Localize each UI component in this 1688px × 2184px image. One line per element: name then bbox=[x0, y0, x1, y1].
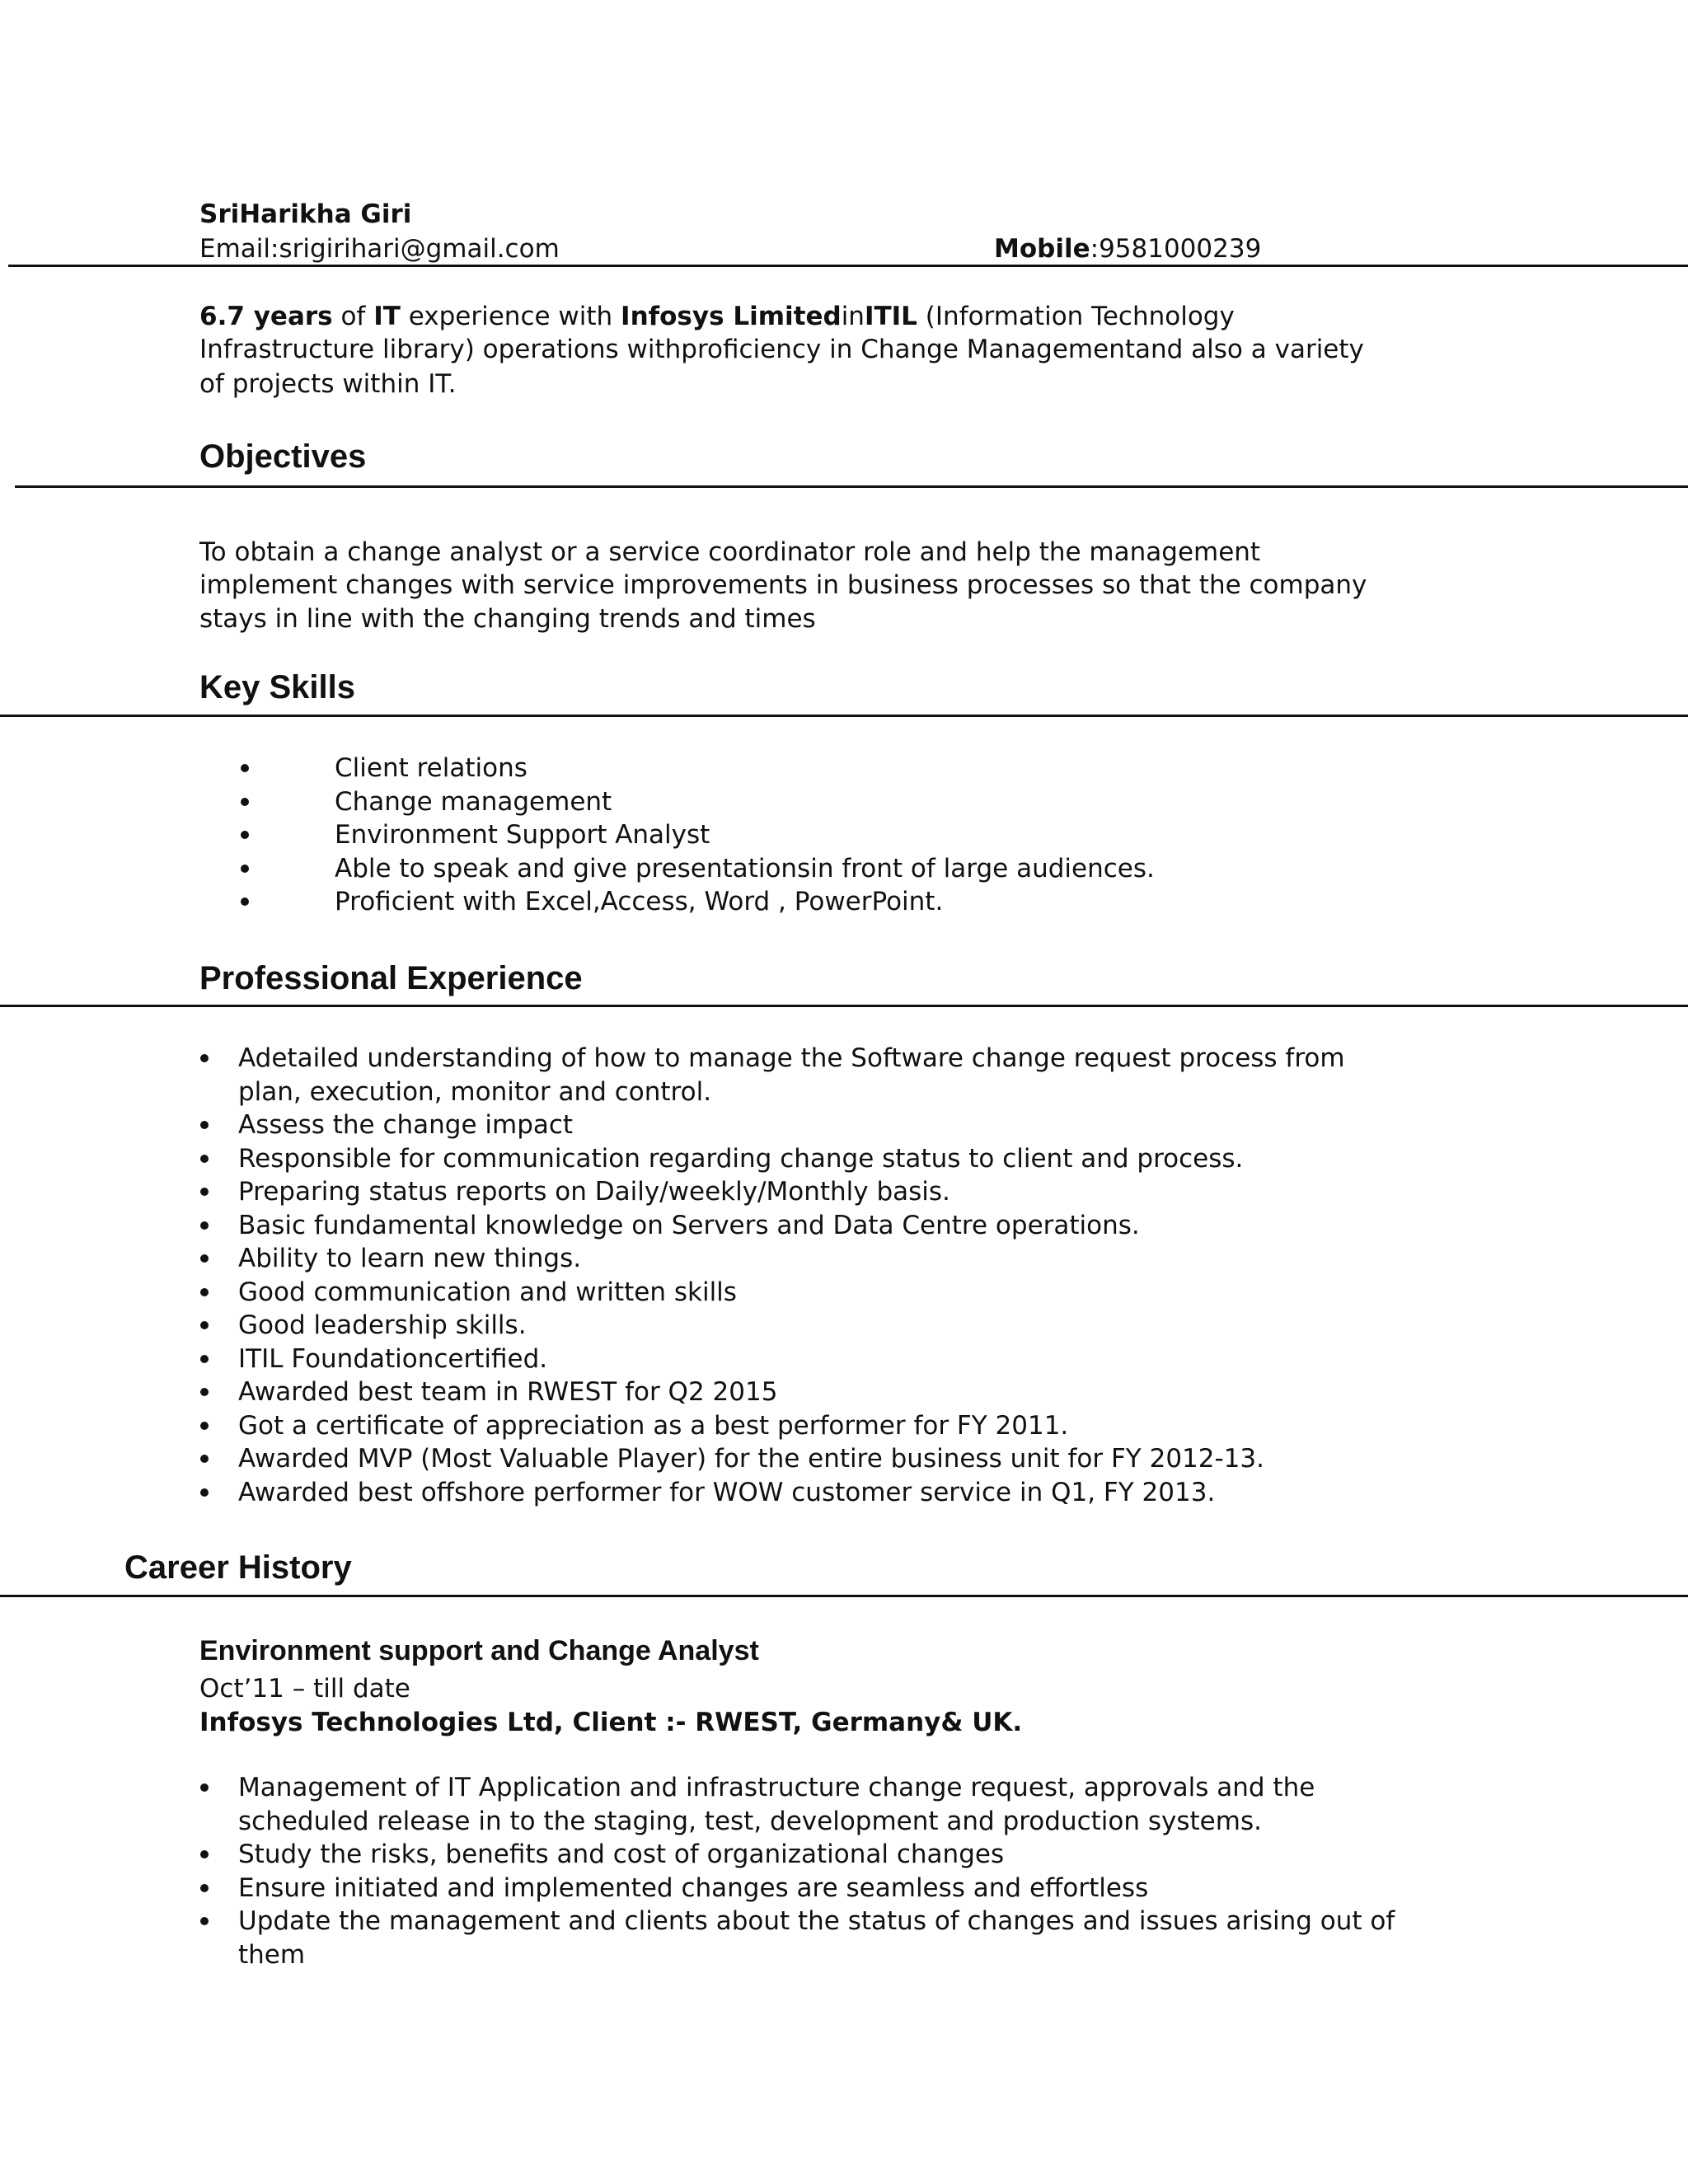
bullet-icon bbox=[241, 898, 249, 906]
career-history-heading: Career History bbox=[124, 1549, 352, 1586]
list-item-continuation: them bbox=[238, 1939, 306, 1970]
key-skills-list bbox=[242, 752, 1155, 919]
summary-text: experience with bbox=[400, 302, 621, 331]
bullet-icon bbox=[200, 1850, 209, 1858]
list-item: Assess the change impact bbox=[200, 1108, 1345, 1142]
key-skills-rule bbox=[0, 715, 1688, 717]
summary-line-3: of projects within IT. bbox=[199, 369, 457, 399]
role-company: Infosys Technologies Ltd, Client :- RWEST, Germany& UK. bbox=[199, 1708, 1023, 1737]
list-item: Ability to learn new things. bbox=[200, 1242, 1345, 1276]
list-item: Environment Support Analyst bbox=[242, 818, 1155, 852]
professional-experience-list bbox=[200, 1042, 1345, 1509]
list-item-continuation: scheduled release in to the staging, test, development and production systems. bbox=[238, 1806, 1262, 1836]
bullet-icon bbox=[200, 1355, 209, 1363]
list-item: Preparing status reports on Daily/weekly/Monthly basis. bbox=[200, 1175, 1345, 1209]
list-item: Got a certificate of appreciation as a best performer for FY 2011. bbox=[200, 1409, 1345, 1443]
summary-line-2: Infrastructure library) operations withproficiency in Change Managementand also a variety bbox=[199, 335, 1364, 364]
bullet-icon bbox=[200, 1054, 209, 1062]
bullet-icon bbox=[241, 764, 249, 772]
professional-experience-heading: Professional Experience bbox=[199, 960, 583, 996]
bullet-icon bbox=[200, 1783, 209, 1792]
list-item: Change management bbox=[242, 785, 1155, 819]
bullet-icon bbox=[200, 1488, 209, 1497]
key-skills-heading: Key Skills bbox=[199, 669, 356, 705]
career-history-list bbox=[200, 1771, 1395, 1971]
list-item: Good communication and written skills bbox=[200, 1276, 1345, 1310]
list-item: Proficient with Excel,Access, Word , PowerPoint. bbox=[242, 885, 1155, 919]
bullet-icon bbox=[200, 1455, 209, 1463]
bullet-icon bbox=[200, 1254, 209, 1263]
bullet-icon bbox=[200, 1422, 209, 1430]
mobile-value: :9581000239 bbox=[1090, 234, 1262, 264]
list-item: Able to speak and give presentationsin front of large audiences. bbox=[242, 852, 1155, 886]
summary-itil: ITIL bbox=[864, 302, 917, 331]
bullet-icon bbox=[241, 798, 249, 806]
list-item: Responsible for communication regarding change status to client and process. bbox=[200, 1142, 1345, 1176]
bullet-icon bbox=[200, 1321, 209, 1329]
list-item: Ensure initiated and implemented changes are seamless and effortless bbox=[200, 1872, 1395, 1905]
bullet-icon bbox=[241, 865, 249, 873]
list-item: Update the management and clients about the status of changes and issues arising out of bbox=[200, 1905, 1395, 1938]
summary-text: in bbox=[841, 302, 865, 331]
bullet-icon bbox=[241, 831, 249, 839]
list-item: Client relations bbox=[242, 752, 1155, 785]
bullet-icon bbox=[200, 1388, 209, 1396]
bullet-icon bbox=[200, 1221, 209, 1230]
mobile-text bbox=[994, 232, 1261, 265]
bullet-icon bbox=[200, 1288, 209, 1296]
mobile-label: Mobile bbox=[994, 234, 1090, 264]
summary-years: 6.7 years bbox=[199, 302, 333, 331]
summary-text: of bbox=[332, 302, 374, 331]
bullet-icon bbox=[200, 1884, 209, 1892]
candidate-name: SriHarikha Giri bbox=[199, 199, 412, 229]
summary-line-1 bbox=[199, 300, 1235, 333]
list-item-continuation: plan, execution, monitor and control. bbox=[238, 1076, 712, 1107]
summary-text: (Information Technology bbox=[917, 302, 1235, 331]
list-item: Management of IT Application and infrastructure change request, approvals and the bbox=[200, 1771, 1395, 1805]
role-dates: Oct’11 – till date bbox=[199, 1674, 410, 1704]
list-item: Adetailed understanding of how to manage the Software change request process from bbox=[200, 1042, 1345, 1076]
list-item: Good leadership skills. bbox=[200, 1309, 1345, 1343]
objectives-line-3: stays in line with the changing trends and times bbox=[199, 604, 816, 634]
list-item: Awarded best offshore performer for WOW customer service in Q1, FY 2013. bbox=[200, 1476, 1345, 1510]
objectives-line-1: To obtain a change analyst or a service coordinator role and help the management bbox=[199, 537, 1261, 567]
list-item: Study the risks, benefits and cost of organizational changes bbox=[200, 1838, 1395, 1872]
bullet-icon bbox=[200, 1121, 209, 1129]
objectives-line-2: implement changes with service improvements in business processes so that the company bbox=[199, 570, 1367, 600]
header-rule bbox=[8, 265, 1688, 267]
objectives-heading: Objectives bbox=[199, 438, 367, 475]
summary-company: Infosys Limited bbox=[621, 302, 842, 331]
professional-experience-rule bbox=[0, 1005, 1688, 1007]
summary-it: IT bbox=[373, 302, 401, 331]
bullet-icon bbox=[200, 1188, 209, 1196]
email-text: Email:srigirihari@gmail.com bbox=[199, 234, 560, 264]
career-history-rule bbox=[0, 1595, 1688, 1597]
objectives-rule bbox=[15, 485, 1688, 488]
list-item: Awarded best team in RWEST for Q2 2015 bbox=[200, 1376, 1345, 1409]
list-item: Awarded MVP (Most Valuable Player) for the entire business unit for FY 2012-13. bbox=[200, 1442, 1345, 1476]
role-title: Environment support and Change Analyst bbox=[199, 1635, 759, 1666]
list-item: Basic fundamental knowledge on Servers and Data Centre operations. bbox=[200, 1209, 1345, 1243]
bullet-icon bbox=[200, 1155, 209, 1163]
list-item: ITIL Foundationcertified. bbox=[200, 1343, 1345, 1376]
bullet-icon bbox=[200, 1917, 209, 1925]
